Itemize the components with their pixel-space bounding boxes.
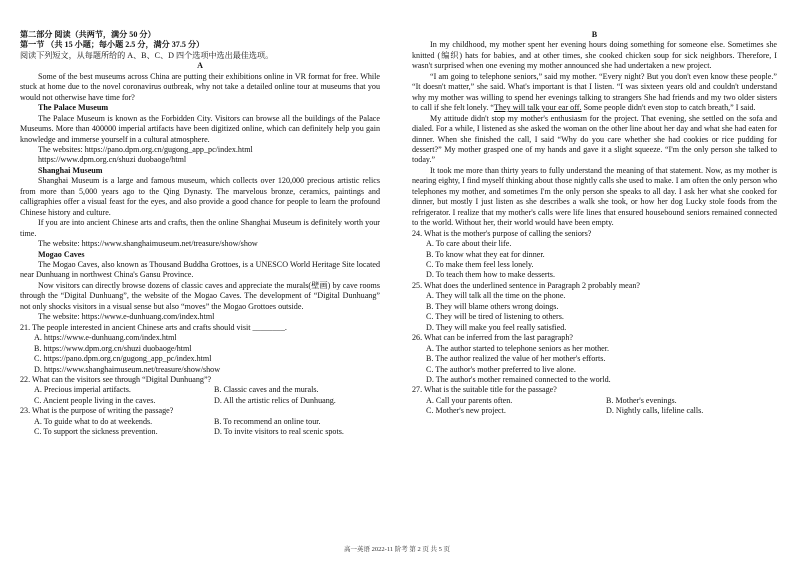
passage-b-label: B bbox=[591, 30, 598, 39]
q25-option-b: B. They will blame others wrong doings. bbox=[426, 301, 559, 311]
q24-option-a: A. To care about their life. bbox=[426, 239, 512, 249]
palace-museum-text: The Palace Museum is known as the Forbidden City. Visitors can browse all the buildings of the Palace Museums. More than 400000 imperial artifacts have been digitized online, which can definitely help you gain knowledge and immerse yourself in a cultural atmosphere. bbox=[20, 113, 380, 144]
q26-option-c: C. The author's mother preferred to live alone. bbox=[426, 364, 576, 374]
q21-option-c: C. https://pano.dpm.org.cn/gugong_app_pc/index.html bbox=[34, 354, 212, 364]
part-heading: 第二部分 阅读（共两节，满分 50 分） bbox=[20, 30, 156, 39]
q26-option-d: D. The author's mother remained connected to the world. bbox=[426, 374, 611, 384]
q22-option-d: D. All the artistic relics of Dunhuang. bbox=[214, 395, 336, 405]
paragraph-2-text-b: Some people didn't even stop to catch breath,” I said. bbox=[581, 103, 756, 113]
question-27: 27. What is the suitable title for the passage? bbox=[412, 385, 557, 395]
mogao-caves-title: Mogao Caves bbox=[38, 249, 85, 259]
passage-b-paragraph-1: In my childhood, my mother spent her evening hours doing something for someone else. Sometimes she knitted (编织) hats for babies, and at other times, she cooked chicken soup for sick neighbors. Therefore, I wasn't surprised when one evening my mother announced she had undertaken a new project. bbox=[412, 40, 777, 71]
q27-options-row-2 bbox=[412, 406, 777, 416]
q22-option-c: C. Ancient people living in the caves. bbox=[34, 395, 156, 405]
q26-option-a: A. The author started to telephone seniors as her mother. bbox=[426, 343, 610, 353]
page-footer: 高一英语 2022-11 阶考 第 2 页 共 5 页 bbox=[344, 546, 450, 553]
paragraph-2-text-a: “I am going to telephone seniors,” said my mother. “Every night? But you don't even know these people.” “It doesn't matter,” she said. What's important is that I listen. “I was sixteen years old and couldn't understand why my mother was willing to spend her evenings talking to strangers She had friends and my two older sisters to call if she felt lonely. “ bbox=[412, 71, 777, 113]
q23-options-row-2 bbox=[20, 427, 380, 437]
passage-a-label: A bbox=[197, 61, 203, 71]
q24-option-d: D. To teach them how to make desserts. bbox=[426, 270, 555, 280]
q25-option-c: C. They will be tired of listening to others. bbox=[426, 312, 564, 322]
question-24: 24. What is the mother's purpose of calling the seniors? bbox=[412, 228, 592, 238]
q21-option-d: D. https://www.shanghaimuseum.net/treasure/show/show bbox=[34, 364, 221, 374]
q23-option-c: C. To support the sickness prevention. bbox=[34, 427, 158, 437]
passage-a-intro: Some of the best museums across China are putting their exhibitions online in VR format for free. While stuck at home due to the novel coronavirus outbreak, why not take a detailed online tour at museums that you would not otherwise have time for? bbox=[20, 71, 380, 102]
mogao-caves-text-2: Now visitors can directly browse dozens of classic caves and appreciate the murals(壁画) by cave rooms through the “Digital Dunhuang”, the website of the Mogao Caves. The development of “Digital Dunhuang” not only shocks visitors in a visual sense but also “moves” the Mogao Grottoes outside. bbox=[20, 280, 380, 311]
q24-option-b: B. To know what they eat for dinner. bbox=[426, 249, 545, 259]
mogao-website: The website: https://www.e-dunhuang.com/index.html bbox=[38, 312, 215, 322]
q27-option-d: D. Nightly calls, lifeline calls. bbox=[606, 406, 704, 416]
q27-options-row-1 bbox=[412, 396, 777, 406]
q21-option-b: B. https://www.dpm.org.cn/shuzi duobaoge/html bbox=[34, 343, 192, 353]
q27-option-a: A. Call your parents often. bbox=[426, 395, 513, 405]
q23-options-row-1 bbox=[20, 417, 380, 427]
question-26: 26. What can be inferred from the last paragraph? bbox=[412, 333, 573, 343]
q26-option-b: B. The author realized the value of her mother's efforts. bbox=[426, 354, 606, 364]
q22-option-a: A. Precious imperial artifacts. bbox=[34, 385, 131, 395]
shanghai-museum-text: Shanghai Museum is a large and famous museum, which collects over 120,000 precious artistic relics from more than 5,000 years ago to the Qing Dynasty. The marvelous bronze, ceramics, paintings and calligraphies offer a visual feast for the eyes, and also provide a good chance for people to learn the profound Chinese history and culture. bbox=[20, 176, 380, 217]
shanghai-website: The website: https://www.shanghaimuseum.net/treasure/show/show bbox=[38, 239, 258, 249]
palace-website-2: https://www.dpm.org.cn/shuzi duobaoge/html bbox=[38, 155, 187, 165]
q25-option-a: A. They will talk all the time on the phone. bbox=[426, 291, 566, 301]
passage-b-paragraph-3: My attitude didn't stop my mother's enthusiasm for the project. That evening, she settled on the sofa and dialed. For a while, I listened as she asked the woman on the other line about her day and what she had eaten for dinner. When she finished the call, I said “Why do you care whether she had cookies or rice pudding for dessert?” My mother grasped one of my hands and gave it a slight squeeze. “I'm the only person she talked to today.” bbox=[412, 113, 777, 165]
q27-option-c: C. Mother's new project. bbox=[426, 406, 506, 416]
q23-option-d: D. To invite visitors to real scenic spots. bbox=[214, 427, 344, 437]
left-column bbox=[20, 30, 380, 438]
passage-b-paragraph-4: It took me more than thirty years to fully understand the meaning of that statement. Now, as my mother is nearing eighty, I find myself thinking about those nightly calls she used to make. I am often the only person who telephones my mother, and sometimes I'm the only person she speaks to all day. I ask her what she cooked for dinner, but mostly I just listen as she describes a walk she took, or how her dog Lucky stole foods from the refrigerator. I realize that my mother's calls were life lines that ensured housebound seniors remained connected to the world. Without her, their world would have been empty. bbox=[412, 165, 777, 228]
q23-option-b: B. To recommend an online tour. bbox=[214, 416, 321, 426]
question-22: 22. What can the visitors see through “Digital Dunhuang”? bbox=[20, 374, 212, 384]
question-23: 23. What is the purpose of writing the passage? bbox=[20, 406, 174, 416]
section-heading: 第一节 （共 15 小题；每小题 2.5 分，满分 37.5 分） bbox=[20, 40, 205, 50]
q23-option-a: A. To guide what to do at weekends. bbox=[34, 416, 153, 426]
instruction: 阅读下列短文，从每题所给的 A、B、C、D 四个选项中选出最佳选项。 bbox=[20, 50, 274, 60]
palace-website-1: The websites: https://pano.dpm.org.cn/gugong_app_pc/index.html bbox=[38, 144, 253, 154]
q27-option-b: B. Mother's evenings. bbox=[606, 395, 677, 405]
q24-option-c: C. To make them feel less lonely. bbox=[426, 259, 534, 269]
q25-option-d: D. They will make you feel really satisfied. bbox=[426, 322, 567, 332]
passage-b-paragraph-2 bbox=[412, 72, 777, 114]
palace-museum-title: The Palace Museum bbox=[38, 103, 109, 113]
q22-options-row-1 bbox=[20, 385, 380, 395]
question-25: 25. What does the underlined sentence in Paragraph 2 probably mean? bbox=[412, 280, 640, 290]
shanghai-museum-text-2: If you are into ancient Chinese arts and crafts, then the online Shanghai Museum is definitely worth your time. bbox=[20, 218, 380, 238]
q22-option-b: B. Classic caves and the murals. bbox=[214, 385, 319, 395]
question-21: 21. The people interested in ancient Chinese arts and crafts should visit ________. bbox=[20, 322, 287, 332]
mogao-caves-text: The Mogao Caves, also known as Thousand Buddha Grottoes, is a UNESCO World Heritage Site located near Dunhuang in northwest China's Gansu Province. bbox=[20, 259, 380, 280]
q22-options-row-2 bbox=[20, 396, 380, 406]
right-column bbox=[412, 30, 777, 417]
q21-option-a: A. https://www.e-dunhuang.com/index.html bbox=[34, 333, 177, 343]
shanghai-museum-title: Shanghai Museum bbox=[38, 165, 103, 175]
underlined-sentence: They will talk your ear off. bbox=[493, 103, 582, 113]
